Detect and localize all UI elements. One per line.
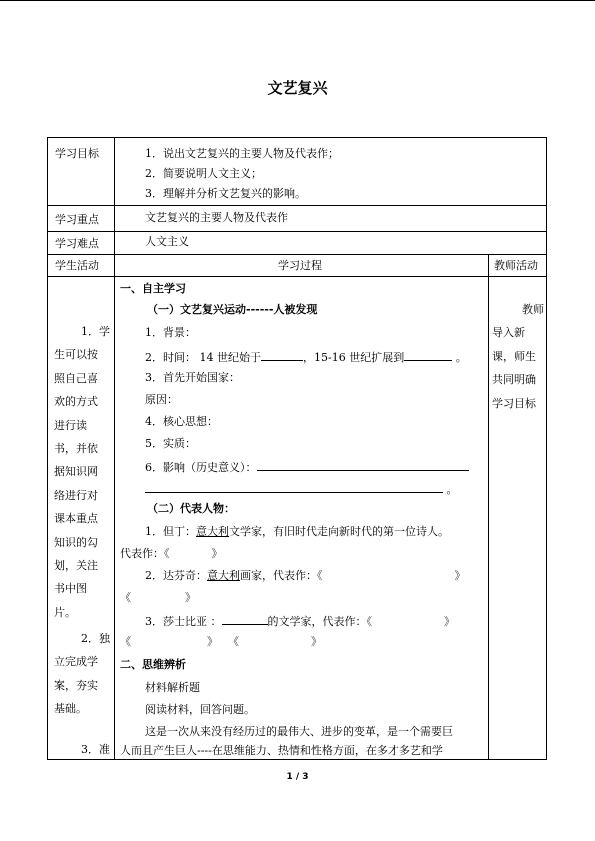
text-span: 2．达芬奇： [145, 569, 207, 582]
page-number: 1 / 3 [286, 772, 309, 782]
text-span: 《 [228, 635, 239, 648]
text-span: 》 [454, 569, 466, 582]
objective-item: 3．理解并分析文艺复兴的影响。 [145, 187, 306, 200]
lesson-table [47, 137, 547, 760]
blank [404, 349, 452, 361]
text-line: 片。 [54, 605, 76, 619]
text-span: 画家，代表作：《 [240, 569, 323, 582]
time-item [145, 349, 467, 365]
dante-works [120, 547, 223, 561]
subsection-figures: （二）代表人物： [147, 502, 235, 515]
text-line: 3．准 [81, 743, 110, 756]
material-question: 材料解析题 [145, 681, 200, 694]
section-thinking: 二、思维辨析 [120, 658, 186, 671]
student-activity-2 [54, 627, 112, 721]
material-paragraph: 人而且产生巨人----在思维能力、热情和性格方面，在多才多艺和学 [120, 744, 443, 757]
text-span: 。 [455, 351, 467, 364]
text-line: 络进行对 [54, 488, 98, 502]
focus-label: 学习重点 [55, 213, 99, 226]
text-line: 书，并依 [54, 442, 98, 456]
text-line: 课本重点 [54, 512, 98, 526]
objective-item: 1．说出文艺复兴的主要人物及代表作； [145, 147, 339, 160]
shakespeare-item [145, 613, 455, 629]
essence-item: 5．实质： [145, 437, 196, 450]
davinci-item [145, 569, 466, 583]
text-span: 》 [211, 547, 223, 560]
text-line: 教师 [522, 303, 544, 316]
row-divider [48, 254, 546, 255]
shakespeare-works [120, 635, 322, 649]
blank [257, 459, 469, 471]
influence-item [145, 459, 469, 475]
first-country-item: 3．首先开始国家： [145, 371, 240, 384]
read-instruction: 阅读材料，回答问题。 [145, 703, 255, 716]
text-line: 据知识网 [54, 465, 98, 479]
text-span: 》 [444, 615, 455, 628]
objectives-label: 学习目标 [55, 147, 99, 160]
dante-item [145, 525, 449, 539]
row-divider [48, 205, 546, 206]
material-paragraph: 这是一次从来没有经历过的最伟大、进步的变革，是一个需要巨 [145, 725, 453, 738]
text-line: 划，关注 [54, 559, 98, 573]
text-line: 进行读 [54, 418, 87, 432]
text-line: 照自己喜 [54, 371, 98, 385]
text-line: 基础。 [54, 702, 87, 716]
text-line: 课，师生 [492, 349, 536, 363]
underlined-text: 意大利 [207, 569, 240, 582]
text-line: 知识的勾 [54, 535, 98, 549]
text-span: 。 [446, 483, 458, 496]
section-self-study: 一、自主学习 [120, 282, 186, 295]
text-span: 代表作：《 [120, 547, 170, 560]
text-span: ，15-16 世纪扩展到 [303, 351, 405, 364]
reason-item: 原因： [145, 393, 178, 406]
focus-text: 文艺复兴的主要人物及代表作 [145, 211, 288, 224]
text-line: 书中图 [54, 582, 87, 596]
column-divider [488, 254, 489, 759]
text-span: 1．但丁： [145, 525, 196, 538]
text-span: 《 [120, 591, 131, 604]
text-line: 欢的方式 [54, 395, 98, 409]
text-span: 文学家，有旧时代走向新时代的第一位诗人。 [229, 525, 449, 538]
student-activity-header: 学生活动 [55, 259, 99, 272]
column-divider [114, 138, 115, 759]
underlined-text: 意大利 [196, 525, 229, 538]
difficulty-label: 学习难点 [55, 237, 99, 250]
text-span: 》 [207, 635, 218, 648]
text-line: 生可以按 [54, 348, 98, 362]
core-idea-item: 4．核心思想： [145, 415, 218, 428]
text-span: 》 [311, 635, 322, 648]
top-rule [0, 0, 595, 1]
student-activity-3 [54, 738, 112, 761]
blank [222, 613, 268, 625]
teacher-activity [492, 298, 546, 415]
text-line: 1．学 [81, 325, 110, 338]
objective-item: 2．简要说明人文主义； [145, 167, 262, 180]
subsection-renaissance: （一）文艺复兴运动------人被发现 [147, 303, 318, 316]
process-header: 学习过程 [278, 259, 322, 272]
teacher-activity-header: 教师活动 [494, 259, 538, 272]
student-activity-1 [54, 320, 112, 624]
row-divider [48, 276, 546, 277]
text-line: 立完成学 [54, 655, 98, 669]
text-span: 6．影响（历史意义）： [145, 461, 257, 474]
text-span: 2．时间： 14 世纪始于 [145, 351, 261, 364]
text-line: 2．独 [81, 632, 110, 645]
blank [145, 481, 443, 493]
davinci-works [120, 591, 196, 605]
text-line: 导入新 [492, 326, 525, 340]
blank [261, 349, 303, 361]
text-line: 共同明确 [492, 373, 536, 387]
text-line: 学习目标 [492, 396, 536, 410]
background-item: 1．背景： [145, 326, 196, 339]
difficulty-text: 人文主义 [145, 235, 189, 248]
page-title: 文艺复兴 [267, 79, 328, 97]
row-divider [48, 231, 546, 232]
text-span: 《 [120, 635, 131, 648]
text-span: 的文学家，代表作：《 [267, 615, 372, 628]
influence-continued [145, 481, 458, 497]
text-line: 案，夯实 [54, 678, 98, 692]
text-span: 3．莎士比亚 ： [145, 615, 222, 628]
text-span: 》 [185, 591, 196, 604]
